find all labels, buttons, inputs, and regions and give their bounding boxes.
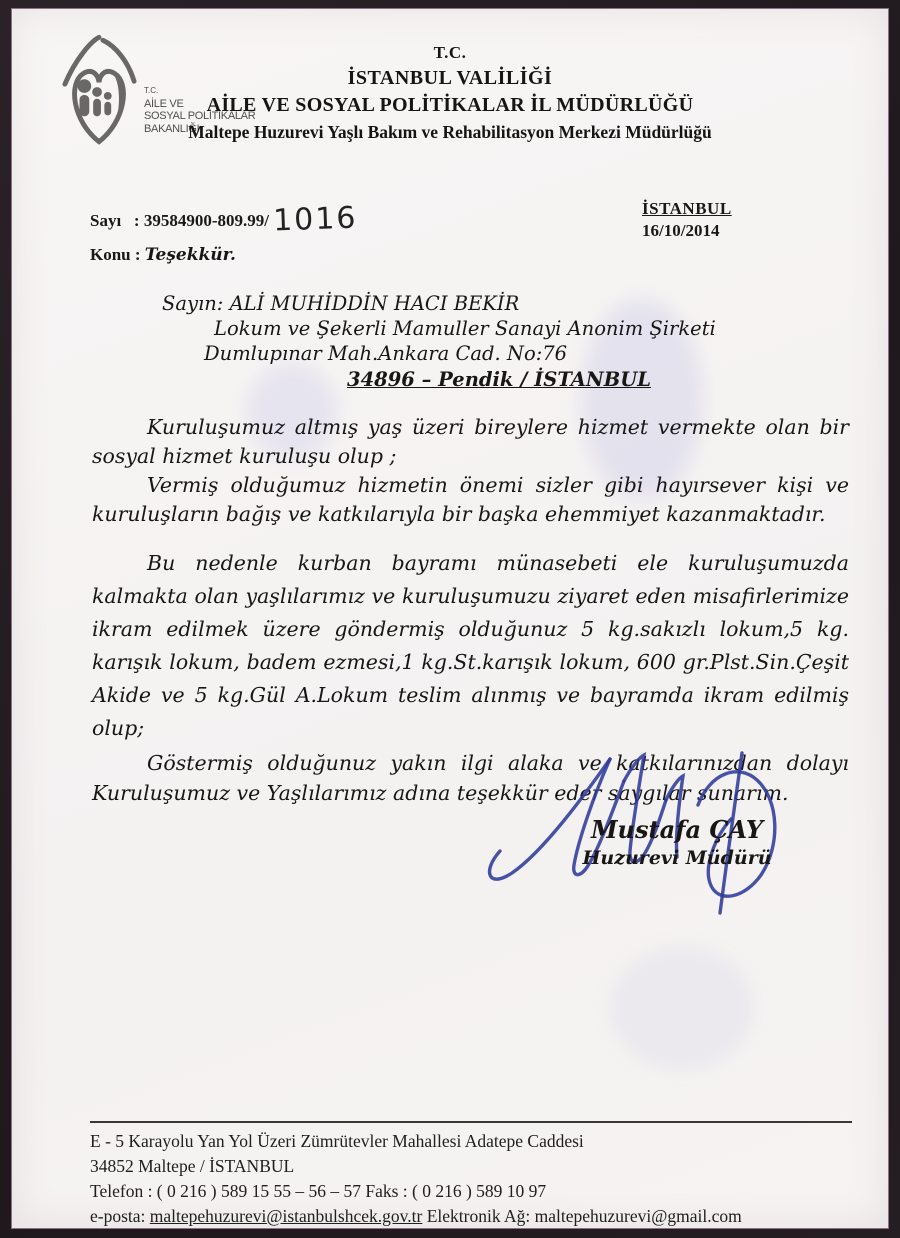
paragraph-3: Bu nedenle kurban bayramı münasebeti ele kuruluşumuzda kalmakta olan yaşlılarımız ve kuruluşumuzu ziyaret eden misafirlerimize ikram edilmek üzere göndermiş olduğunuz 5 kg.sakızlı lokum,5 kg. karışık lokum, badem ezmesi,1 kg.St.karışık lokum, 600 gr.Plst.Sin.Çeşit Akide ve 5 kg.Gül A.Lokum teslim alınmış ve bayramda ikram edilmiş olup; xyxy=(92,551,849,740)
official-email: maltepehuzurevi@istanbulshcek.gov.tr xyxy=(149,1206,423,1226)
letterhead xyxy=(12,43,888,143)
letterhead-directorate: AİLE VE SOSYAL POLİTİKALAR İL MÜDÜRLÜĞÜ xyxy=(206,94,694,116)
footer-phone: Telefon : ( 0 216 ) 589 15 55 – 56 – 57 Faks : ( 0 216 ) 589 10 97 xyxy=(90,1181,547,1201)
city-date-block xyxy=(642,199,732,241)
footer-address-1: E - 5 Karayolu Yan Yol Üzeri Zümrütevler Mahallesi Adatepe Caddesi xyxy=(90,1131,584,1151)
footer-address-2: 34852 Maltepe / İSTANBUL xyxy=(90,1156,295,1176)
recipient-block xyxy=(162,291,716,392)
konu-value: Teşekkür. xyxy=(144,245,236,265)
logo-line: BAKANLIĞI xyxy=(144,122,200,135)
paragraph-1: Kuruluşumuz altmış yaş üzeri bireylere hizmet vermekte olan bir sosyal hizmet kuruluşu olup ; xyxy=(92,415,849,468)
subject-line xyxy=(90,245,236,265)
logo-line: SOSYAL POLİTİKALAR xyxy=(144,110,256,122)
network-label: Elektronik Ağ: xyxy=(422,1206,535,1226)
logo-line: AİLE VE xyxy=(144,97,184,110)
paragraph-4: Göstermiş olduğunuz yakın ilgi alaka ve katkılarınızdan dolayı Kuruluşumuz ve Yaşlılarımız adına teşekkür eder saygılar sunarım. xyxy=(92,751,849,805)
footer-email-line xyxy=(90,1204,852,1229)
sayi-label: Sayı : xyxy=(90,211,144,230)
letterhead-institution: Maltepe Huzurevi Yaşlı Bakım ve Rehabilitasyon Merkezi Müdürlüğü xyxy=(188,122,712,142)
signatory-name: Mustafa ÇAY xyxy=(590,815,764,844)
footer-divider xyxy=(90,1121,852,1123)
footer-block xyxy=(90,1121,852,1229)
recipient-company: Lokum ve Şekerli Mamuller Sanayi Anonim Şirketi xyxy=(214,317,716,340)
ink-bleed-smudge xyxy=(612,949,752,1069)
letter-date: 16/10/2014 xyxy=(642,221,720,240)
konu-label: Konu : xyxy=(90,245,145,264)
signature-block xyxy=(552,815,802,869)
gmail-address: maltepehuzurevi@gmail.com xyxy=(534,1206,742,1226)
recipient-name: Sayın: ALİ MUHİDDİN HACI BEKİR xyxy=(162,292,520,315)
sayi-value: 39584900-809.99/ xyxy=(143,211,274,230)
recipient-city: 34896 – Pendik / İSTANBUL xyxy=(347,368,651,391)
recipient-street: Dumlupınar Mah.Ankara Cad. No:76 xyxy=(204,342,568,365)
letter-page xyxy=(11,8,889,1229)
logo-line: T.C. xyxy=(144,86,159,95)
email-label: e-posta: xyxy=(90,1206,150,1226)
paragraph-2: Vermiş olduğumuz hizmetin önemi sizler gibi hayırsever kişi ve kuruluşların bağış ve katkılarıyla bir başka ehemmiyet kazanmaktadır. xyxy=(92,473,849,526)
letterhead-tc: T.C. xyxy=(433,43,467,62)
letterhead-governorship: İSTANBUL VALİLİĞİ xyxy=(347,67,553,89)
handwritten-number: 1016 xyxy=(272,200,359,239)
reference-number-line xyxy=(90,199,359,239)
signatory-title: Huzurevi Müdürü xyxy=(582,847,772,869)
city-label: İSTANBUL xyxy=(642,199,732,218)
